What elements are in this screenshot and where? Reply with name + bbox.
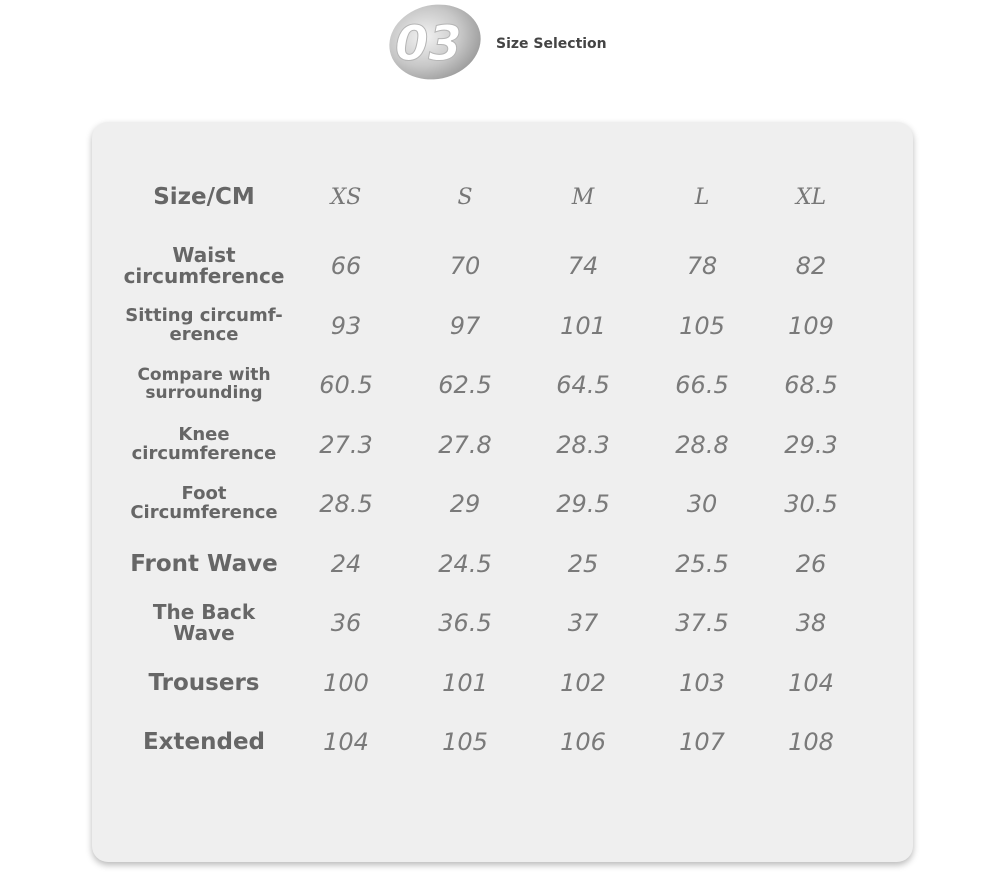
table-cell: 105 <box>442 728 488 756</box>
table-cell: 27.8 <box>438 431 492 459</box>
table-row <box>92 238 913 294</box>
size-header-l: L <box>694 184 710 210</box>
table-cell: 68.5 <box>784 371 838 399</box>
table-cell: 102 <box>560 669 606 697</box>
table-cell: 97 <box>449 312 481 340</box>
table-cell: 62.5 <box>438 371 492 399</box>
table-row <box>92 536 913 592</box>
table-cell: 30 <box>686 490 718 518</box>
table-cell: 106 <box>560 728 606 756</box>
row-label: The Back Wave <box>152 600 256 645</box>
table-cell: 25 <box>567 550 599 578</box>
row-label: Waist circumference <box>123 243 285 288</box>
table-cell: 27.3 <box>319 431 373 459</box>
table-cell: 78 <box>686 252 718 280</box>
table-cell: 74 <box>567 252 599 280</box>
size-header-row <box>92 169 913 225</box>
section-title: Size Selection <box>496 36 607 52</box>
table-cell: 66.5 <box>675 371 729 399</box>
size-header-xl: XL <box>795 184 827 210</box>
table-cell: 36 <box>330 609 362 637</box>
section-number-badge-icon <box>385 0 495 84</box>
table-cell: 107 <box>679 728 725 756</box>
table-row <box>92 655 913 711</box>
table-cell: 103 <box>679 669 725 697</box>
table-cell: 29.3 <box>784 431 838 459</box>
row-label: Foot Circumference <box>130 483 278 523</box>
size-chart-table <box>92 122 913 862</box>
table-cell: 30.5 <box>784 490 838 518</box>
table-cell: 28.3 <box>556 431 610 459</box>
table-row <box>92 714 913 770</box>
table-cell: 93 <box>330 312 362 340</box>
table-cell: 28.5 <box>319 490 373 518</box>
row-label: Extended <box>142 728 266 755</box>
table-cell: 24.5 <box>438 550 492 578</box>
row-label: Front Wave <box>130 550 278 577</box>
table-row <box>92 595 913 651</box>
row-label: Sitting circumf- erence <box>125 305 283 345</box>
table-cell: 109 <box>788 312 834 340</box>
table-cell: 101 <box>442 669 488 697</box>
table-cell: 29 <box>449 490 481 518</box>
size-header-xs: XS <box>330 184 362 210</box>
table-cell: 25.5 <box>675 550 729 578</box>
size-chart-card <box>92 122 913 862</box>
badge-number: 03 <box>395 16 462 72</box>
table-row <box>92 298 913 354</box>
table-cell: 105 <box>679 312 725 340</box>
row-label: Compare with surrounding <box>137 365 271 403</box>
table-cell: 24 <box>330 550 362 578</box>
table-cell: 28.8 <box>675 431 729 459</box>
table-cell: 108 <box>788 728 834 756</box>
table-cell: 104 <box>788 669 834 697</box>
size-header-m: M <box>571 184 595 210</box>
table-cell: 29.5 <box>556 490 610 518</box>
section-header <box>385 0 625 90</box>
table-cell: 64.5 <box>556 371 610 399</box>
table-cell: 37 <box>567 609 599 637</box>
row-label: Knee circumference <box>131 424 277 464</box>
table-cell: 38 <box>795 609 827 637</box>
table-cell: 60.5 <box>319 371 373 399</box>
table-row <box>92 476 913 532</box>
row-label: Trousers <box>148 669 260 696</box>
table-cell: 66 <box>330 252 362 280</box>
table-cell: 37.5 <box>675 609 729 637</box>
table-cell: 104 <box>323 728 369 756</box>
table-row <box>92 357 913 413</box>
table-cell: 101 <box>560 312 606 340</box>
table-cell: 100 <box>323 669 369 697</box>
corner-label: Size/CM <box>153 183 255 210</box>
size-header-s: S <box>457 184 473 210</box>
table-row <box>92 417 913 473</box>
table-cell: 82 <box>795 252 827 280</box>
table-cell: 26 <box>795 550 827 578</box>
table-cell: 36.5 <box>438 609 492 637</box>
table-cell: 70 <box>449 252 481 280</box>
